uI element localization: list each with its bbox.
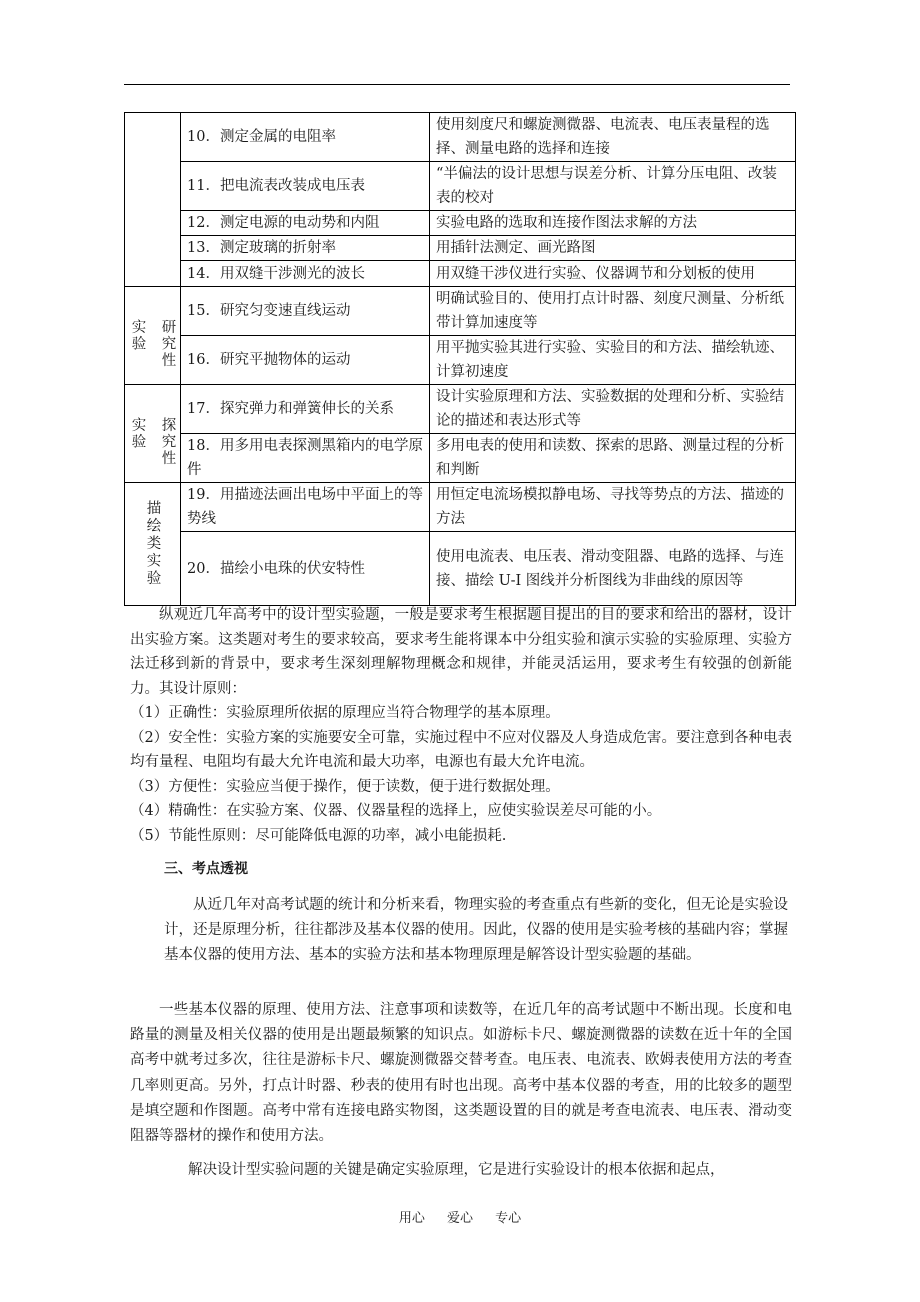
category-label: 研究性 [159, 318, 176, 369]
paragraph: 纵观近几年高考中的设计型实验题，一般是要求考生根据题目提出的目的要求和给出的器材，设计出实验方案。这类题对考生的要求较高，要求考生能将课本中分组实验和演示实验的实验原理、实验方法迁移到新的背景中，要求考生深刻理解物理概念和规律，并能灵活运用，要求考生有较强的创新能力。其设计原则： [130, 607, 792, 697]
category-cell-empty [125, 113, 181, 287]
section-paragraph [130, 1158, 792, 1183]
principle-item: （3）方便性：实验应当便于操作，便于读数，便于进行数据处理。 [130, 778, 560, 795]
section-paragraph [130, 998, 792, 1149]
category-label: 探究性 [159, 416, 176, 467]
experiment-name: 11．把电流表改装成电压表 [181, 162, 430, 211]
section-paragraph [164, 893, 788, 968]
experiment-name: 12．测定电源的电动势和内阻 [181, 211, 430, 236]
experiment-name: 16．研究平抛物体的运动 [181, 336, 430, 385]
experiment-desc: 设计实验原理和方法、实验数据的处理和分析、实验结论的描述和表达形式等 [430, 385, 796, 434]
category-explore [125, 385, 181, 483]
experiment-desc: “半偏法的设计思想与误差分析、计算分压电阻、改装表的校对 [430, 162, 796, 211]
experiment-desc: 明确试验目的、使用打点计时器、刻度尺测量、分析纸带计算加速度等 [430, 287, 796, 336]
category-research [125, 287, 181, 385]
paragraph: 一些基本仪器的原理、使用方法、注意事项和读数等，在近几年的高考试题中不断出现。长度和电路量的测量及相关仪器的使用是出题最频繁的知识点。如游标卡尺、螺旋测微器的读数在近十年的全国高考中就考过多次，往往是游标卡尺、螺旋测微器交替考查。电压表、电流表、欧姆表使用方法的考查几率则更高。另外，打点计时器、秒表的使用有时也出现。高考中基本仪器的考查，用的比较多的题型是填空题和作图题。高考中常有连接电路实物图，这类题设置的目的就是考查电流表、电压表、滑动变阻器等器材的操作和使用方法。 [130, 1002, 792, 1145]
experiment-name: 17．探究弹力和弹簧伸长的关系 [181, 385, 430, 434]
section [164, 857, 784, 882]
experiment-name: 10．测定金属的电阻率 [181, 113, 430, 162]
category-draw [125, 483, 181, 606]
experiment-name: 20．描绘小电珠的伏安特性 [181, 532, 430, 606]
principle-item: （2）安全性：实验方案的实施要安全可靠，实施过程中不应对仪器及人身造成危害。要注意到各种电表均有量程、电阻均有最大允许电流和最大功率，电源也有最大允许电流。 [130, 729, 792, 770]
experiment-desc: 用插针法测定、画光路图 [430, 236, 796, 261]
header-rule [124, 84, 790, 85]
principle-item: （5）节能性原则：尽可能降低电源的功率，减小电能损耗. [130, 827, 507, 844]
experiment-name: 14．用双缝干涉测光的波长 [181, 261, 430, 287]
category-label: 实验 [129, 416, 146, 450]
experiment-name: 13．测定玻璃的折射率 [181, 236, 430, 261]
section-title: 三、考点透视 [164, 861, 248, 877]
experiment-table [124, 112, 796, 606]
category-label: 实验 [129, 318, 146, 352]
experiment-desc: 用双缝干涉仪进行实验、仪器调节和分划板的使用 [430, 261, 796, 287]
experiment-desc: 实验电路的选取和连接作图法求解的方法 [430, 211, 796, 236]
category-label: 描绘类实验 [144, 500, 161, 588]
page-footer: 用心 爱心 专心 [398, 1211, 522, 1226]
experiment-desc: 使用电流表、电压表、滑动变阻器、电路的选择、与连接、描绘 U-I 图线并分析图线为非曲线的原因等 [430, 532, 796, 606]
body-text [130, 603, 792, 848]
experiment-desc: 用平抛实验其进行实验、实验目的和方法、描绘轨迹、计算初速度 [430, 336, 796, 385]
experiment-name: 19．用描迹法画出电场中平面上的等势线 [181, 483, 430, 532]
experiment-desc: 用恒定电流场模拟静电场、寻找等势点的方法、描迹的方法 [430, 483, 796, 532]
paragraph: 解决设计型实验问题的关键是确定实验原理，它是进行实验设计的根本依据和起点， [188, 1162, 725, 1178]
experiment-name: 15．研究匀变速直线运动 [181, 287, 430, 336]
experiment-desc: 使用刻度尺和螺旋测微器、电流表、电压表量程的选择、测量电路的选择和连接 [430, 113, 796, 162]
principle-item: （1）正确性：实验原理所依据的原理应当符合物理学的基本原理。 [130, 705, 560, 721]
experiment-desc: 多用电表的使用和读数、探索的思路、测量过程的分析和判断 [430, 434, 796, 483]
experiment-name: 18．用多用电表探测黑箱内的电学原件 [181, 434, 430, 483]
principle-item: （4）精确性：在实验方案、仪器、仪器量程的选择上，应使实验误差尽可能的小。 [130, 803, 662, 819]
paragraph: 从近几年对高考试题的统计和分析来看，物理实验的考查重点有些新的变化，但无论是实验设计，还是原理分析，往往都涉及基本仪器的使用。因此，仪器的使用是实验考核的基础内容；掌握基本仪器的使用方法、基本的实验方法和基本物理原理是解答设计型实验题的基础。 [164, 897, 788, 963]
